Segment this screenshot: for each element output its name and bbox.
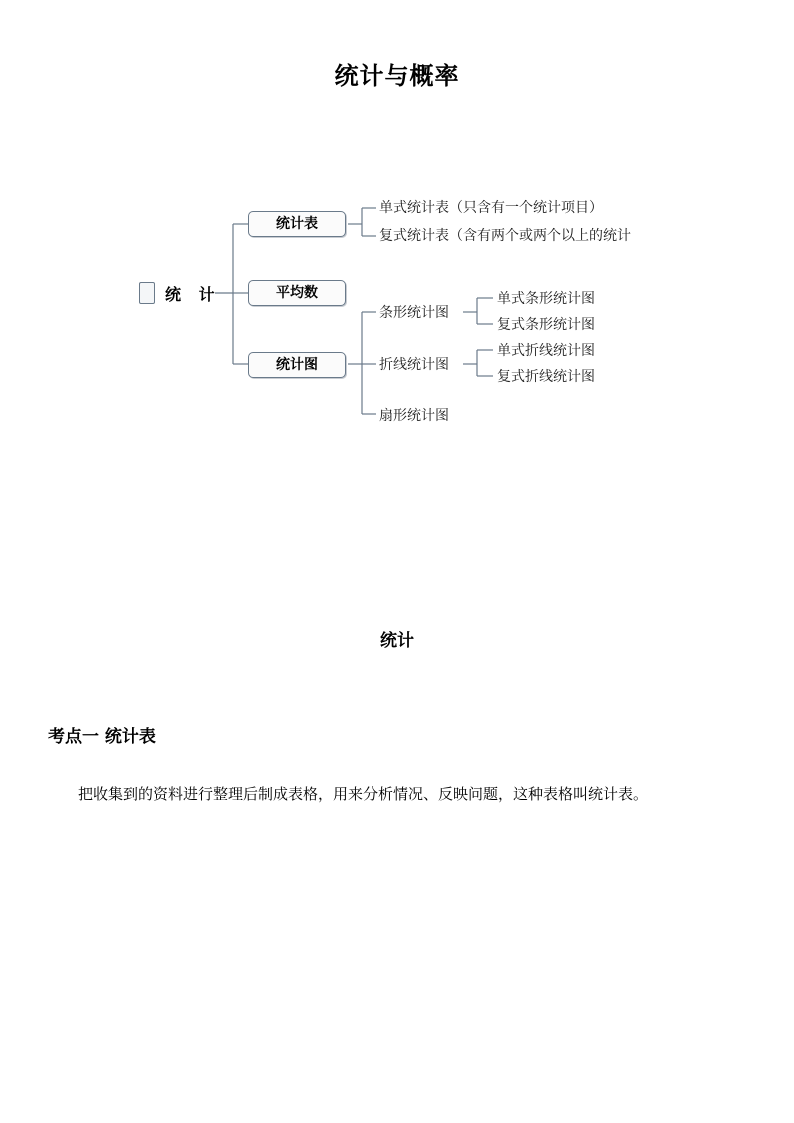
node-compound-bar-chart: 复式条形统计图 bbox=[497, 317, 595, 333]
point-heading: 考点一 统计表 bbox=[48, 727, 156, 747]
root-marker-icon bbox=[139, 282, 155, 304]
root-node: 统 计 bbox=[165, 285, 221, 304]
node-statistics-chart: 统计图 bbox=[248, 352, 346, 378]
node-statistics-table: 统计表 bbox=[248, 211, 346, 237]
body-paragraph: 把收集到的资料进行整理后制成表格，用来分析情况、反映问题，这种表格叫统计表。 bbox=[78, 785, 649, 803]
node-average: 平均数 bbox=[248, 280, 346, 306]
statistics-concept-diagram bbox=[125, 188, 670, 428]
node-compound-line-chart: 复式折线统计图 bbox=[497, 369, 595, 385]
node-single-table: 单式统计表（只含有一个统计项目） bbox=[379, 200, 603, 216]
node-single-line-chart: 单式折线统计图 bbox=[497, 343, 595, 359]
node-bar-chart: 条形统计图 bbox=[379, 305, 449, 321]
node-line-chart: 折线统计图 bbox=[379, 357, 449, 373]
node-compound-table: 复式统计表（含有两个或两个以上的统计 bbox=[379, 228, 631, 244]
section-title: 统计 bbox=[380, 631, 414, 651]
node-pie-chart: 扇形统计图 bbox=[379, 408, 449, 424]
node-single-bar-chart: 单式条形统计图 bbox=[497, 291, 595, 307]
page-title: 统计与概率 bbox=[334, 62, 460, 90]
